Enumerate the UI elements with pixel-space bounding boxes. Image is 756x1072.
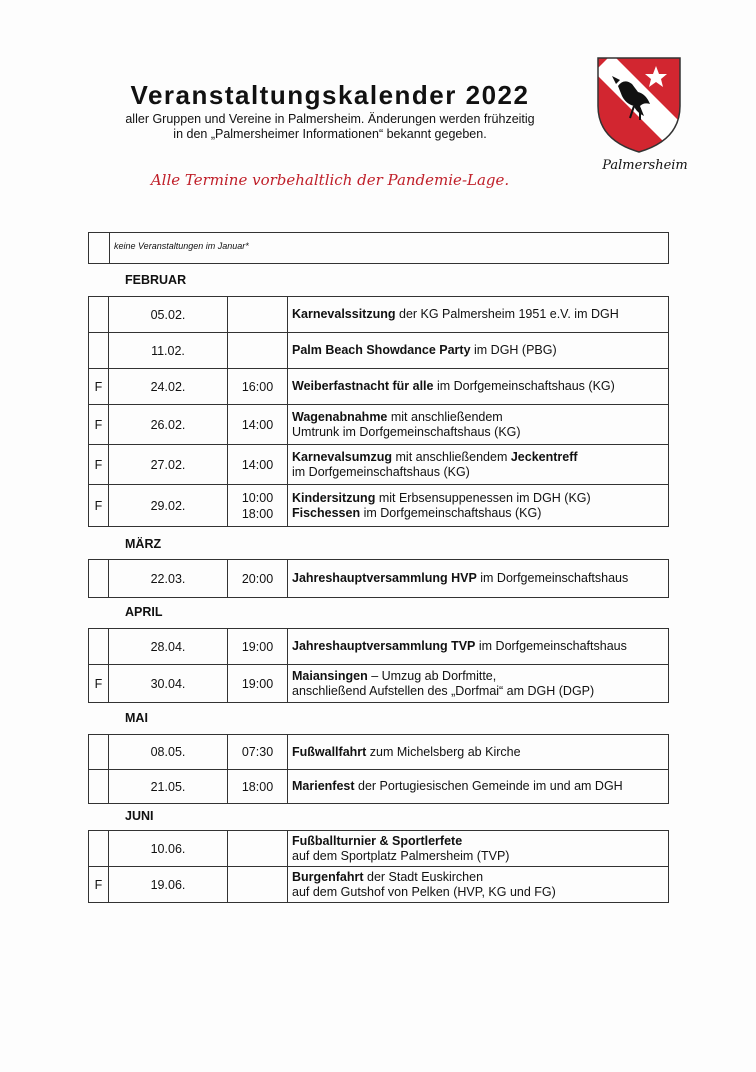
- event-name: Karnevalssitzung: [292, 307, 396, 321]
- event-date: 05.02.: [109, 297, 228, 332]
- table-row: [89, 445, 668, 485]
- pandemic-notice: Alle Termine vorbehaltlich der Pandemie-Lage.: [150, 171, 510, 189]
- event-table: [88, 559, 669, 598]
- palmersheim-crest-icon: [594, 54, 684, 154]
- description-text: der Portugiesischen Gemeinde im und am DGH: [354, 779, 623, 793]
- event-date: 30.04.: [109, 665, 228, 702]
- event-date: 08.05.: [109, 735, 228, 769]
- event-date: 26.02.: [109, 405, 228, 444]
- event-date: 19.06.: [109, 867, 228, 902]
- event-date: 29.02.: [109, 485, 228, 526]
- event-time-cell: [228, 560, 288, 597]
- description-text: mit anschließendem: [387, 409, 503, 424]
- event-name: Wagenabnahme: [292, 409, 388, 424]
- event-time-cell: [228, 333, 288, 368]
- event-time-cell: [228, 485, 288, 526]
- description-line: [292, 465, 578, 480]
- event-time-cell: [228, 665, 288, 702]
- event-time-cell: [228, 297, 288, 332]
- event-flag: [89, 560, 109, 597]
- event-name: Palm Beach Showdance Party: [292, 343, 471, 357]
- description-text: – Umzug ab Dorfmitte,: [367, 668, 497, 683]
- description-text: der Stadt Euskirchen: [363, 869, 484, 884]
- description-text: anschließend Aufstellen des „Dorfmai“ am DGH (DGP): [292, 683, 595, 698]
- description-line: [292, 669, 594, 684]
- event-table: [88, 830, 669, 903]
- description-line: [292, 885, 556, 900]
- event-name: Marienfest: [292, 779, 355, 793]
- event-name: Kindersitzung: [292, 490, 376, 505]
- event-description: [288, 560, 668, 597]
- event-name: Maiansingen: [292, 668, 368, 683]
- table-row: [89, 485, 668, 526]
- event-name: Karnevalsumzug: [292, 449, 393, 464]
- table-row: [89, 405, 668, 445]
- event-flag: [89, 770, 109, 803]
- event-flag: F: [89, 405, 109, 444]
- subtitle-line-1: aller Gruppen und Vereine in Palmersheim. Änderungen werden frühzeitig: [125, 112, 535, 126]
- table-row: [89, 735, 668, 770]
- event-table: [88, 628, 669, 703]
- event-table: [88, 734, 669, 804]
- event-time: 18:00: [241, 506, 274, 521]
- event-time-cell: [228, 369, 288, 404]
- page-title: Veranstaltungskalender 2022: [130, 80, 530, 110]
- table-row: [89, 665, 668, 702]
- event-description: [288, 735, 668, 769]
- event-name: Jahreshauptversammlung TVP: [292, 639, 476, 653]
- table-row: [89, 831, 668, 867]
- description-line: [292, 307, 619, 322]
- event-description: [288, 770, 668, 803]
- description-line: [292, 450, 578, 465]
- event-flag: F: [89, 665, 109, 702]
- event-time: 16:00: [241, 379, 274, 394]
- table-row: [89, 629, 668, 665]
- event-time-cell: [228, 629, 288, 664]
- event-time: 20:00: [241, 571, 274, 586]
- month-heading: MAI: [125, 711, 148, 725]
- description-line: [292, 684, 594, 699]
- event-flag: [89, 629, 109, 664]
- month-heading: MÄRZ: [125, 537, 162, 551]
- event-time: 19:00: [241, 676, 274, 691]
- event-name: Burgenfahrt: [292, 869, 364, 884]
- event-name: Weiberfastnacht für alle: [292, 379, 434, 393]
- event-time-cell: [228, 445, 288, 484]
- event-flag: F: [89, 485, 109, 526]
- month-heading: JUNI: [125, 809, 154, 823]
- table-row: [89, 369, 668, 405]
- event-flag: [89, 735, 109, 769]
- event-time: 18:00: [241, 779, 274, 794]
- table-row: [89, 297, 668, 333]
- event-time: 14:00: [241, 457, 274, 472]
- event-date: 24.02.: [109, 369, 228, 404]
- description-line: [292, 849, 509, 864]
- description-text: im Dorfgemeinschaftshaus (KG): [433, 379, 615, 393]
- description-line: [292, 410, 521, 425]
- event-description: [288, 665, 668, 702]
- table-row: [89, 770, 668, 803]
- page-subtitle: [100, 112, 560, 142]
- description-text: auf dem Gutshof von Pelken (HVP, KG und FG): [292, 884, 556, 899]
- january-note-box: [88, 232, 669, 264]
- event-time: 10:00: [241, 490, 274, 505]
- description-line: [292, 491, 591, 506]
- event-flag: [89, 333, 109, 368]
- description-line: [292, 639, 627, 654]
- table-row: [89, 333, 668, 369]
- description-line: [292, 571, 628, 586]
- event-time: 07:30: [241, 745, 274, 759]
- event-flag: F: [89, 445, 109, 484]
- description-text: im Dorfgemeinschaftshaus (KG): [360, 505, 542, 520]
- event-date: 28.04.: [109, 629, 228, 664]
- description-text: mit Erbsensuppenessen im DGH (KG): [375, 490, 591, 505]
- description-text: der KG Palmersheim 1951 e.V. im DGH: [395, 307, 619, 321]
- event-date: 21.05.: [109, 770, 228, 803]
- event-description: [288, 333, 668, 368]
- description-text: zum Michelsberg ab Kirche: [366, 744, 521, 759]
- event-time-cell: [228, 831, 288, 866]
- description-line: [292, 834, 509, 849]
- column-divider: [109, 233, 110, 263]
- event-time: 19:00: [241, 639, 274, 654]
- event-description: [288, 405, 668, 444]
- description-line: [292, 870, 556, 885]
- event-flag: F: [89, 867, 109, 902]
- event-name: Fußballturnier & Sportlerfete: [292, 833, 463, 848]
- description-text: im Dorfgemeinschaftshaus: [476, 571, 629, 585]
- event-description: [288, 445, 668, 484]
- event-time: 14:00: [241, 417, 274, 432]
- description-text: Umtrunk im Dorfgemeinschaftshaus (KG): [292, 424, 521, 439]
- event-name: Jeckentreff: [510, 449, 578, 464]
- description-text: im DGH (PBG): [470, 343, 557, 357]
- description-text: auf dem Sportplatz Palmersheim (TVP): [292, 848, 510, 863]
- event-description: [288, 297, 668, 332]
- crest-caption: Palmersheim: [602, 158, 688, 173]
- event-flag: [89, 831, 109, 866]
- event-table: [88, 296, 669, 527]
- month-heading: APRIL: [125, 605, 163, 619]
- event-name: Fußwallfahrt: [292, 744, 367, 759]
- description-line: [292, 745, 521, 760]
- description-line: [292, 425, 521, 440]
- event-time-cell: [228, 735, 288, 769]
- event-date: 22.03.: [109, 560, 228, 597]
- event-description: [288, 831, 668, 866]
- event-time-cell: [228, 405, 288, 444]
- event-name: Fischessen: [292, 505, 361, 520]
- subtitle-line-2: in den „Palmersheimer Informationen“ bekannt gegeben.: [173, 127, 487, 141]
- event-flag: [89, 297, 109, 332]
- event-description: [288, 369, 668, 404]
- event-description: [288, 629, 668, 664]
- description-text: mit anschließendem: [392, 449, 511, 464]
- event-date: 11.02.: [109, 333, 228, 368]
- event-time-cell: [228, 770, 288, 803]
- event-time-cell: [228, 867, 288, 902]
- event-date: 27.02.: [109, 445, 228, 484]
- event-date: 10.06.: [109, 831, 228, 866]
- month-heading: FEBRUAR: [125, 273, 187, 287]
- event-description: [288, 485, 668, 526]
- january-note: keine Veranstaltungen im Januar*: [114, 241, 249, 251]
- table-row: [89, 867, 668, 902]
- table-row: [89, 560, 668, 597]
- event-flag: F: [89, 369, 109, 404]
- description-line: [292, 379, 615, 394]
- description-line: [292, 506, 591, 521]
- description-line: [292, 779, 623, 794]
- event-name: Jahreshauptversammlung HVP: [292, 571, 477, 585]
- description-text: im Dorfgemeinschaftshaus: [475, 639, 627, 653]
- description-text: im Dorfgemeinschaftshaus (KG): [292, 464, 470, 479]
- description-line: [292, 343, 557, 358]
- event-description: [288, 867, 668, 902]
